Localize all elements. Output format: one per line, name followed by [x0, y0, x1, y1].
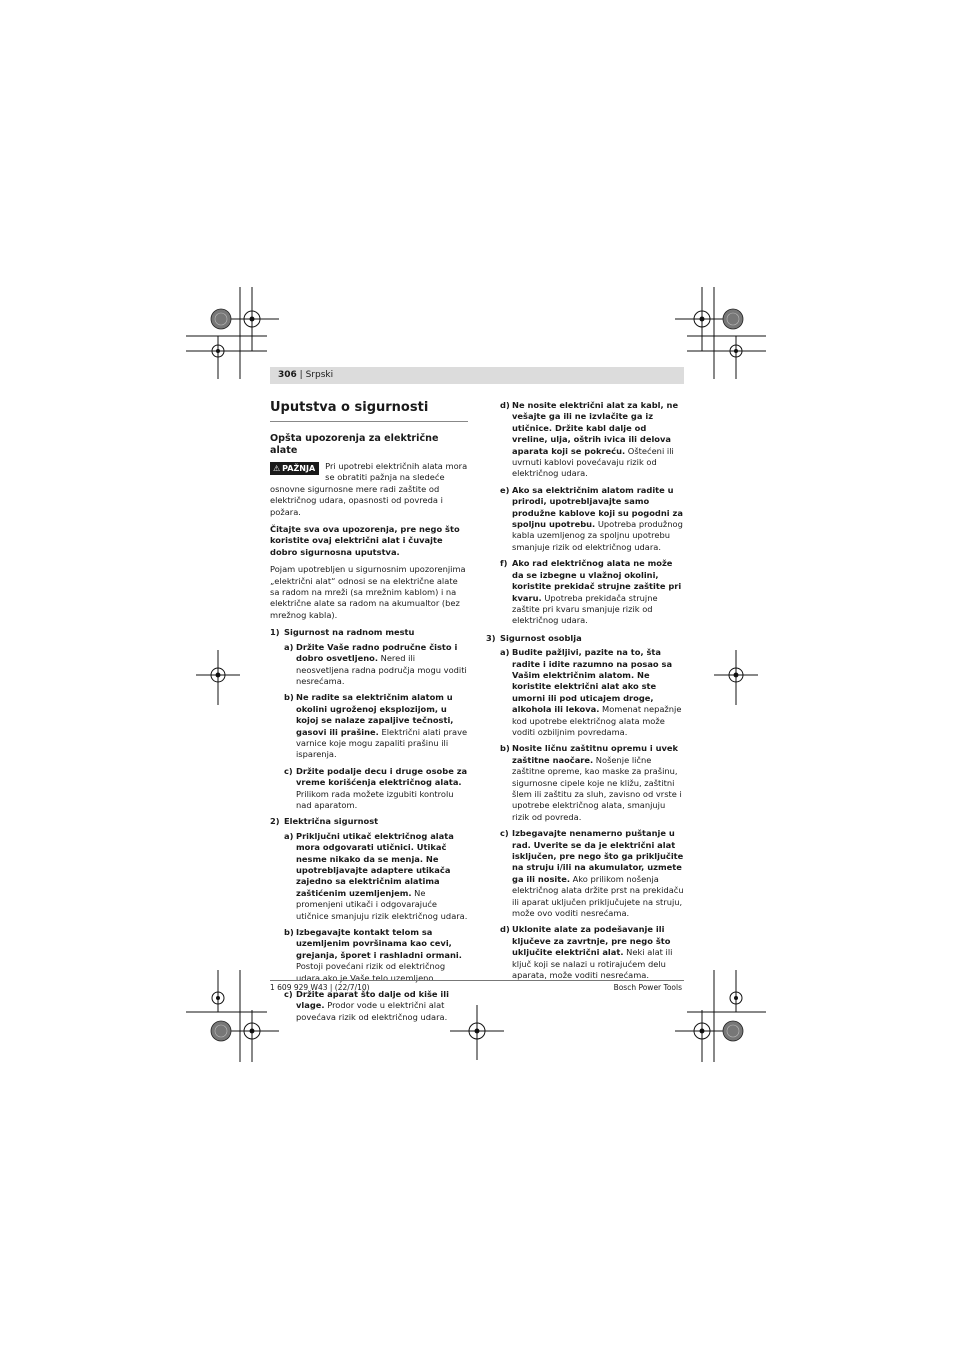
item-text: Oštećeni ili uvrnuti kablovi povećavaju rizik od električnog udara. [512, 445, 674, 479]
item-bold: Budite pažljivi, pazite na to, šta radite i idite razumno na posao sa Vašim električnim alatom. Ne koristite električni alat ako ste umorni ili pod uticajem droge, alkohola ili lekova. [512, 647, 673, 715]
item-body [512, 400, 684, 480]
left-column [270, 400, 468, 1028]
warning-badge-label: PAŽNJA [282, 464, 316, 473]
item-body [296, 831, 468, 922]
page-number: 306 [278, 370, 297, 380]
footer-rule [270, 980, 684, 981]
list-item [284, 831, 468, 922]
section-number: 1) [270, 627, 280, 638]
section-workplace-safety [270, 627, 468, 811]
item-text: Upotreba produžnog kabla uzemljenog za spoljnu upotrebu smanjuje rizik od električnog udara. [512, 519, 683, 552]
warning-badge [270, 462, 319, 475]
section-number: 3) [486, 632, 496, 643]
section-subtitle: Opšta upozorenja za električne alate [270, 433, 439, 456]
footer-code: 1 609 929 W43 | (22/7/10) [270, 983, 370, 992]
item-body [512, 647, 684, 738]
definition-paragraph: Pojam upotrebljen u sigurnosnim upozorenjima „električni alat“ odnosi se na električne alate sa radom na mreži (sa mrežnim kablom) i na električne alate sa radom na akumualtor (bez mrežnog kabla). [270, 564, 466, 620]
warning-text: Pri upotrebi električnih alata mora se obratiti pažnja na sledeće osnovne sigurnosne mere radi zaštite od električnog udara, opasnosti od povreda i požara. [270, 461, 468, 517]
section-heading [270, 627, 468, 638]
footer-brand: Bosch Power Tools [613, 983, 682, 992]
section-heading [270, 816, 468, 827]
item-label: d) [500, 924, 510, 935]
item-bold: Držite Vaše radno područne čisto i dobro osvetljeno. [296, 641, 458, 664]
item-label: c) [284, 765, 293, 776]
right-column [486, 400, 684, 987]
section-items [270, 831, 468, 1024]
page-header [270, 367, 684, 384]
section-title: Sigurnost osoblja [500, 632, 582, 643]
item-body [296, 642, 468, 688]
item-bold: Ako sa električnim alatom radite u prirodi, upotrebljavajte samo produžne kablove koji su pogodni za spoljnu upotrebu. [512, 484, 683, 530]
item-label: a) [500, 647, 510, 658]
item-bold: Nosite ličnu zaštitnu opremu i uvek zaštitne naočare. [512, 743, 679, 765]
list-item [500, 743, 684, 823]
page-title: Uputstva o sigurnosti [270, 400, 429, 415]
item-text: Prilikom rada možete izgubiti kontrolu nad aparatom. [296, 788, 454, 810]
list-item [500, 647, 684, 738]
section-items [270, 642, 468, 812]
section-items [486, 400, 684, 627]
item-label: a) [284, 830, 294, 841]
list-item [500, 558, 684, 626]
item-body [512, 924, 684, 981]
header-separator: | [299, 370, 303, 380]
item-label: b) [500, 743, 510, 754]
section-title: Sigurnost na radnom mestu [284, 627, 415, 638]
item-bold: Ako rad električnog alata ne može da se izbegne u vlažnoj okolini, koristite prekidač strujne zaštite pri kvaru. [512, 558, 682, 603]
item-text: Nered ili neosvetljena radna područja mogu voditi nesrećama. [296, 653, 467, 686]
item-body [296, 927, 468, 984]
section-electrical-safety [270, 816, 468, 1023]
item-label: f) [500, 558, 508, 569]
item-text: Ne promenjeni utikači i odgovarajuće utičnice smanjuju rizik električnog udara. [296, 887, 468, 921]
list-item [500, 400, 684, 480]
warning-triangle-icon: ⚠ [273, 464, 281, 473]
item-text: Momenat nepažnje kod upotrebe električnog alata može voditi ozbiljnim povredama. [512, 704, 682, 737]
item-label: a) [284, 641, 294, 652]
item-label: c) [500, 828, 509, 839]
item-body [512, 485, 684, 553]
item-bold: Ne nosite električni alat za kabl, ne vešajte ga ili ne izvlačite ga iz utičnice. Držite kabl dalje od vreline, ulja, oštrih ivica ili delova aparata koji se pokreću. [512, 400, 679, 456]
item-label: b) [284, 692, 294, 703]
list-item [500, 828, 684, 919]
read-all-notice: Čitajte sva ova upozorenja, pre nego što koristite ovaj električni alat i čuvajte dobro sigurnosna uputstva. [270, 524, 460, 557]
title-rule [270, 421, 468, 422]
section-items [486, 647, 684, 981]
item-label: b) [284, 927, 294, 938]
item-bold: Izbegavajte nenamerno puštanje u rad. Uverite se da je električni alat isključen, pre nego što ga priključite na struju i/ili na akumulator, uzmete ga ili nosite. [512, 828, 684, 884]
list-item [284, 642, 468, 688]
header-language: Srpski [305, 370, 334, 380]
item-label: e) [500, 484, 510, 495]
item-bold: Držite podalje decu i druge osobe za vreme korišćenja električnog alata. [296, 765, 468, 788]
item-text: Prodor vode u električni alat povećava rizik od električnog udara. [296, 1000, 448, 1022]
item-text: Postoji povećani rizik od električnog udara ako je Vaše telo uzemljeno. [296, 961, 446, 983]
item-body [296, 692, 468, 760]
item-bold: Priključni utikač električnog alata mora odgovarati utičnici. Utikač nesme nikako da se menja. Ne upotrebljavajte adaptere utikača zajedno sa električnim alatima zaštićenim uzemljenjem. [296, 830, 454, 898]
item-text: Upotreba prekidača strujne zaštite pri kvaru smanjuje rizik od električnog udara. [512, 592, 658, 626]
list-item [284, 927, 468, 984]
list-item [284, 989, 468, 1023]
section-heading [486, 633, 684, 644]
item-bold: Ne radite sa električnim alatom u okolini ugroženoj eksplozijom, u kojoj se nalaze zapaljive tečnosti, gasovi ili prašine. [296, 692, 454, 737]
section-title: Električna sigurnost [284, 816, 379, 827]
item-bold: Izbegavajte kontakt telom sa uzemljenim površinama kao cevi, grejanja, šporet i rashladni ormani. [296, 927, 462, 960]
item-text: Električni alati prave varnice koje mogu zapaliti prašinu ili isparenja. [296, 726, 468, 760]
list-item [500, 485, 684, 553]
item-bold: Uklonite alate za podešavanje ili ključeve za zavrtnje, pre nego što uključite električni alat. [512, 924, 671, 958]
item-text: Neki alat ili ključ koji se nalazi u rotirajućem delu aparata, može voditi nesrećama. [512, 947, 673, 981]
item-body [296, 989, 468, 1023]
section-number: 2) [270, 816, 280, 827]
section-personal-safety [486, 633, 684, 982]
list-item [284, 692, 468, 760]
section-electrical-safety-cont [486, 400, 684, 627]
item-text: Nošenje lične zaštitne opreme, kao maske za prašinu, sigurnosne cipele koje ne kližu, zaštitni šlem ili zaštitu za sluh, zavisno od vrste i upotrebe električnog alata, smanjuju rizik od povreda. [512, 754, 682, 822]
warning-paragraph [270, 461, 468, 518]
list-item [500, 924, 684, 981]
list-item [284, 766, 468, 812]
item-text: Ako prilikom nošenja električnog alata držite prst na prekidaču ili aparat uključen priključujete na struju, može ovo voditi nesrećama. [512, 873, 684, 919]
item-body [512, 828, 684, 919]
item-body [296, 766, 468, 812]
item-bold: Držite aparat što dalje od kiše ili vlage. [296, 989, 449, 1011]
item-body [512, 558, 684, 626]
item-label: d) [500, 400, 510, 410]
item-body [512, 743, 684, 823]
item-label: c) [284, 989, 293, 1000]
